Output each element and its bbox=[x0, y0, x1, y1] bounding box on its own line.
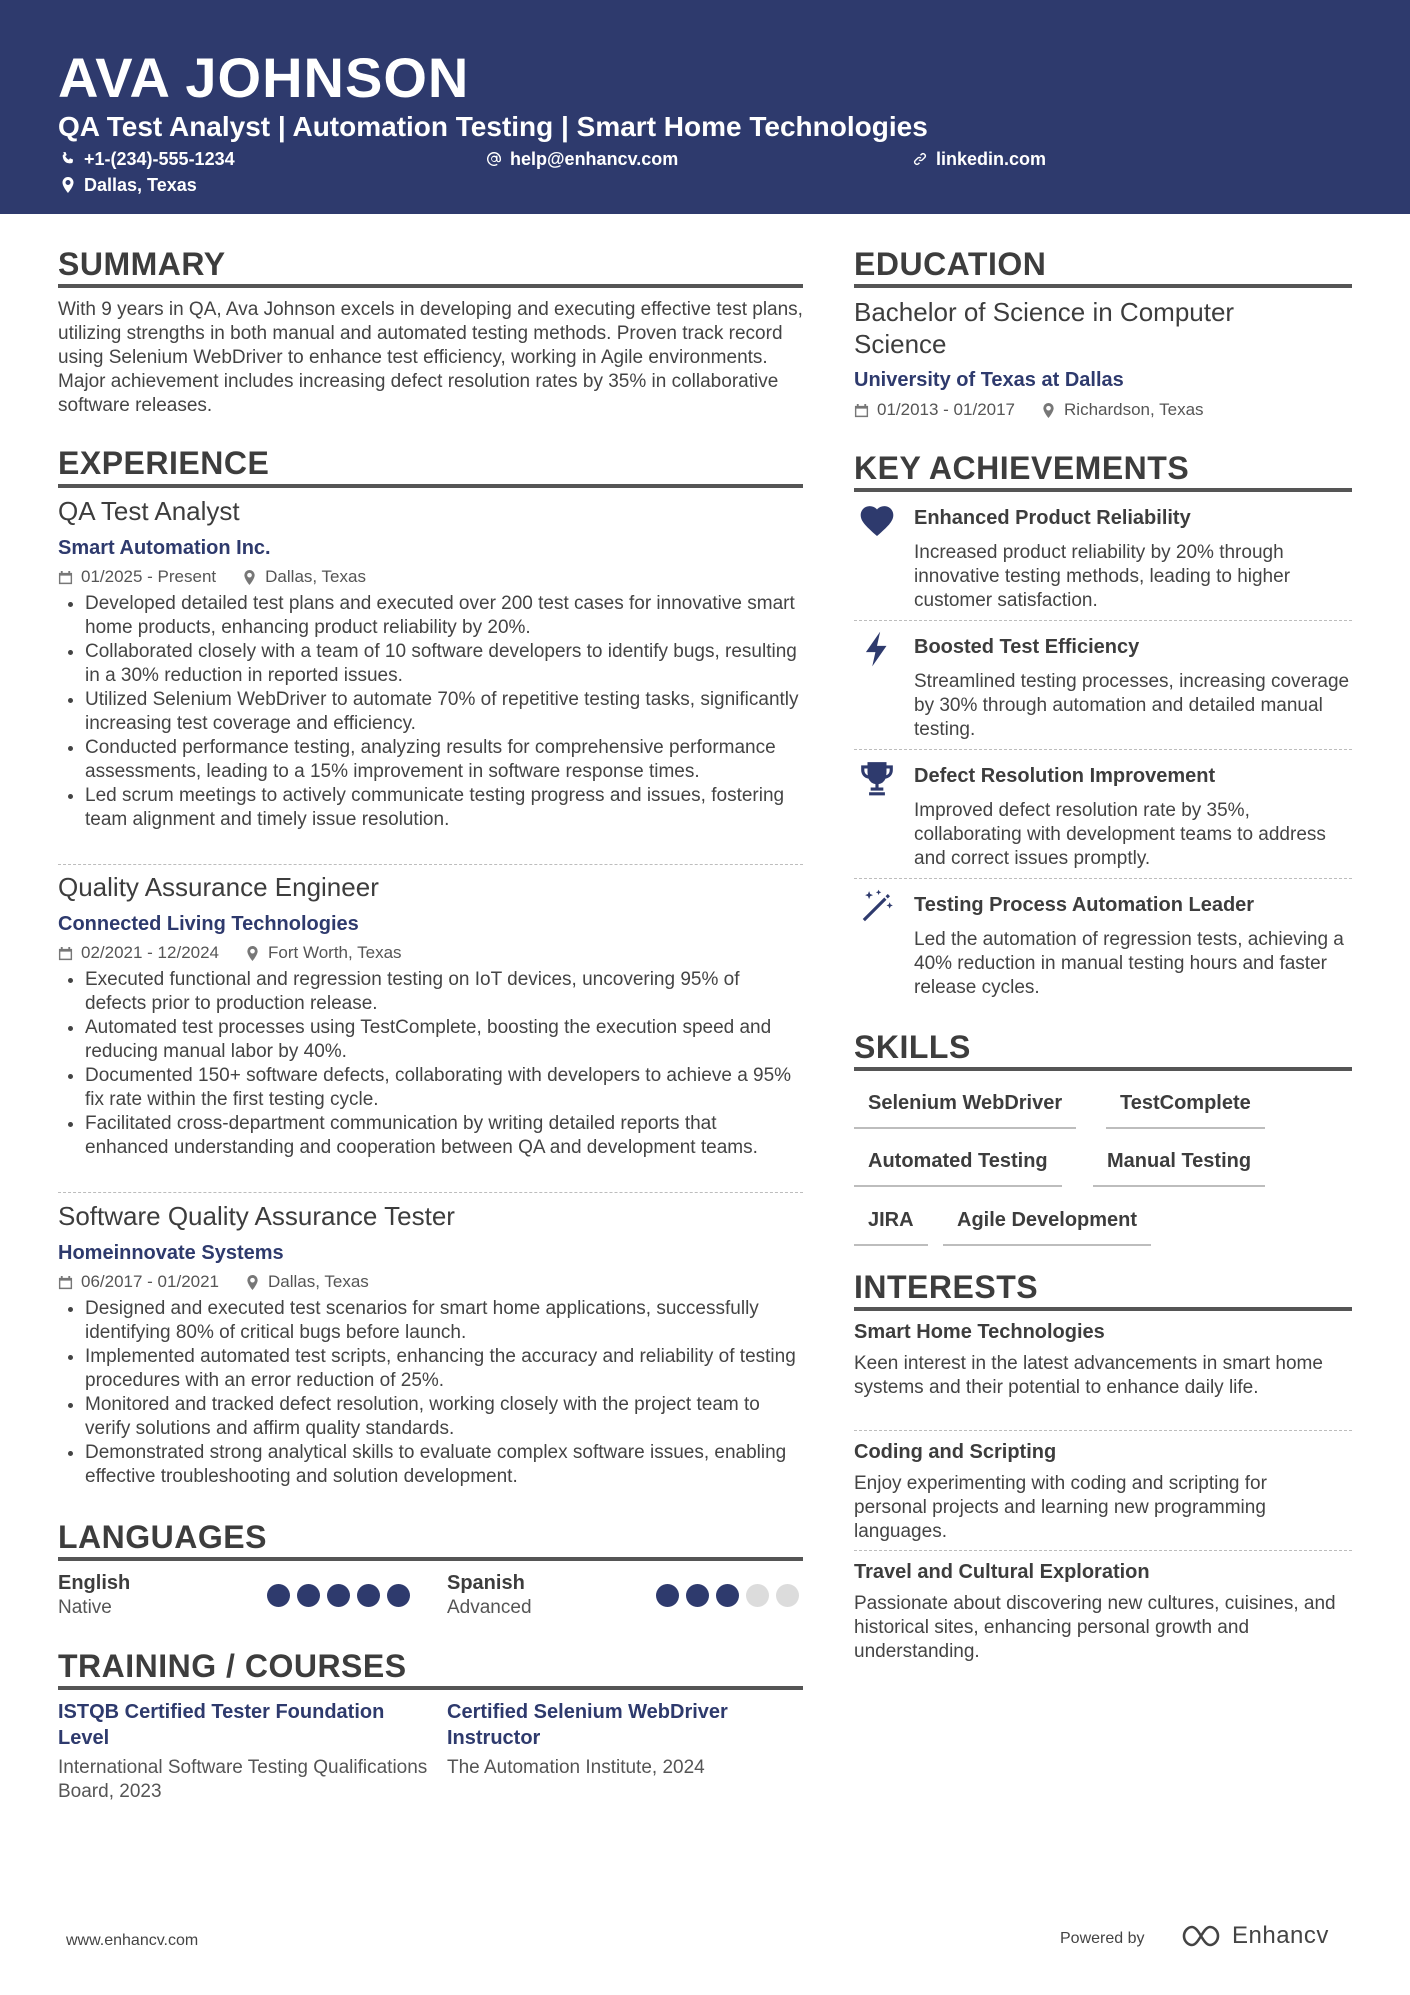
job-location bbox=[245, 1271, 369, 1293]
divider bbox=[854, 1430, 1352, 1431]
job-meta bbox=[58, 1271, 803, 1293]
phone-icon bbox=[60, 151, 76, 167]
job-company: Smart Automation Inc. bbox=[58, 537, 271, 559]
trophy-icon bbox=[856, 757, 898, 799]
job-location-text: Dallas, Texas bbox=[268, 1272, 369, 1291]
contact-phone[interactable] bbox=[60, 148, 235, 170]
language-level: Advanced bbox=[447, 1597, 532, 1618]
resume-header bbox=[0, 0, 1410, 214]
languages-rule bbox=[58, 1557, 803, 1561]
job-role: QA Test Analyst bbox=[58, 496, 240, 526]
summary-text: With 9 years in QA, Ava Johnson excels in developing and executing effective test plans, utilizing strengths in both manual and automated testing methods. Proven track record using Selenium WebDriver to enhance test efficiency, working in Agile environments. Major achievement includes increasing defect resolution rates by 35% in collaborative software releases. bbox=[58, 299, 803, 416]
achievement-title: Boosted Test Efficiency bbox=[914, 636, 1140, 658]
achievement-title: Defect Resolution Improvement bbox=[914, 765, 1216, 787]
divider bbox=[854, 749, 1352, 750]
job-bullets bbox=[58, 968, 803, 1160]
language-name: Spanish bbox=[447, 1572, 525, 1594]
bolt-icon bbox=[856, 628, 898, 670]
education-rule bbox=[854, 284, 1352, 288]
divider bbox=[58, 864, 803, 865]
list-item: • Developed detailed test plans and executed over 200 test cases for innovative smart home products, enhancing product reliability by 20%. bbox=[85, 592, 803, 640]
linkedin-text: linkedin.com bbox=[936, 149, 1047, 169]
achievements-rule bbox=[854, 488, 1352, 492]
job-role: Software Quality Assurance Tester bbox=[58, 1201, 455, 1231]
list-item: • Demonstrated strong analytical skills to evaluate complex software issues, enabling effective troubleshooting and solution development. bbox=[85, 1441, 803, 1489]
education-meta bbox=[854, 399, 1352, 421]
rating-dot-filled bbox=[656, 1584, 679, 1607]
job-location bbox=[245, 942, 402, 964]
rating-dot-filled bbox=[327, 1584, 350, 1607]
language-rating bbox=[656, 1584, 806, 1607]
training-title: TRAINING / COURSES bbox=[58, 1648, 407, 1684]
divider bbox=[854, 878, 1352, 879]
rating-dot-filled bbox=[686, 1584, 709, 1607]
skill-tag: JIRA bbox=[854, 1208, 928, 1246]
summary-rule bbox=[58, 284, 803, 288]
achievement-desc: Improved defect resolution rate by 35%, collaborating with development teams to address and correct issues promptly. bbox=[914, 800, 1326, 869]
enhancv-logo-text: Enhancv bbox=[1232, 1922, 1329, 1949]
job-location-text: Fort Worth, Texas bbox=[268, 943, 402, 962]
job-bullets bbox=[58, 592, 803, 832]
at-sign-icon bbox=[486, 151, 502, 167]
candidate-name: AVA JOHNSON bbox=[58, 46, 470, 109]
experience-title: EXPERIENCE bbox=[58, 445, 270, 481]
language-rating bbox=[267, 1584, 417, 1607]
job-bullets bbox=[58, 1297, 803, 1489]
calendar-icon bbox=[58, 1275, 73, 1290]
calendar-icon bbox=[58, 946, 73, 961]
link-icon bbox=[912, 151, 928, 167]
list-item: • Monitored and tracked defect resolution, working closely with the project team to verify solutions and affirm quality standards. bbox=[85, 1393, 803, 1441]
achievements-title: KEY ACHIEVEMENTS bbox=[854, 450, 1190, 486]
list-item: • Conducted performance testing, analyzing results for comprehensive performance assessments, leading to a 15% improvement in software response times. bbox=[85, 736, 803, 784]
divider bbox=[854, 1550, 1352, 1551]
course-provider: International Software Testing Qualifications Board, 2023 bbox=[58, 1757, 428, 1802]
calendar-icon bbox=[854, 403, 869, 418]
achievement-desc: Streamlined testing processes, increasing coverage by 30% through automation and detailed manual testing. bbox=[914, 671, 1350, 740]
phone-text: +1-(234)-555-1234 bbox=[84, 149, 235, 169]
job-location bbox=[242, 566, 366, 588]
contact-location bbox=[60, 174, 197, 196]
job-location-text: Dallas, Texas bbox=[265, 567, 366, 586]
list-item: • Automated test processes using TestComplete, boosting the execution speed and reducing manual labor by 40%. bbox=[85, 1016, 803, 1064]
job-company: Homeinnovate Systems bbox=[58, 1242, 284, 1264]
magic-wand-icon bbox=[856, 886, 898, 928]
achievement-title: Enhanced Product Reliability bbox=[914, 507, 1191, 529]
education-dates: 01/2013 - 01/2017 bbox=[877, 400, 1016, 419]
list-item: • Documented 150+ software defects, collaborating with developers to achieve a 95% fix rate within the first testing cycle. bbox=[85, 1064, 803, 1112]
rating-dot-filled bbox=[387, 1584, 410, 1607]
education-school: University of Texas at Dallas bbox=[854, 369, 1124, 391]
candidate-headline: QA Test Analyst | Automation Testing | Smart Home Technologies bbox=[58, 111, 928, 142]
job-meta bbox=[58, 566, 803, 588]
skill-tag: Automated Testing bbox=[854, 1149, 1062, 1187]
education-title: EDUCATION bbox=[854, 246, 1047, 282]
languages-title: LANGUAGES bbox=[58, 1519, 267, 1555]
language-name: English bbox=[58, 1572, 131, 1594]
education-location-text: Richardson, Texas bbox=[1064, 400, 1204, 419]
achievement-desc: Increased product reliability by 20% through innovative testing methods, leading to higher customer satisfaction. bbox=[914, 542, 1291, 611]
interests-title: INTERESTS bbox=[854, 1269, 1039, 1305]
interest-title: Travel and Cultural Exploration bbox=[854, 1561, 1150, 1583]
enhancv-logo-icon bbox=[1180, 1922, 1226, 1950]
language-level: Native bbox=[58, 1597, 112, 1618]
rating-dot-filled bbox=[716, 1584, 739, 1607]
location-pin-icon bbox=[1041, 403, 1056, 418]
interest-desc: Enjoy experimenting with coding and scripting for personal projects and learning new programming languages. bbox=[854, 1473, 1267, 1542]
course-provider: The Automation Institute, 2024 bbox=[447, 1757, 705, 1778]
job-dates: 02/2021 - 12/2024 bbox=[81, 943, 220, 962]
interests-rule bbox=[854, 1307, 1352, 1311]
achievement-title: Testing Process Automation Leader bbox=[914, 894, 1255, 916]
location-pin-icon bbox=[245, 1275, 260, 1290]
rating-dot-empty bbox=[776, 1584, 799, 1607]
email-text: help@enhancv.com bbox=[510, 149, 679, 169]
footer-url[interactable]: www.enhancv.com bbox=[66, 1932, 199, 1949]
list-item: • Designed and executed test scenarios for smart home applications, successfully identifying 80% of critical bugs before launch. bbox=[85, 1297, 803, 1345]
summary-title: SUMMARY bbox=[58, 246, 226, 282]
list-item: • Facilitated cross-department communication by writing detailed reports that enhanced understanding and cooperation between QA and development teams. bbox=[85, 1112, 803, 1160]
list-item: • Executed functional and regression testing on IoT devices, uncovering 95% of defects prior to production release. bbox=[85, 968, 803, 1016]
location-pin-icon bbox=[242, 570, 257, 585]
job-company: Connected Living Technologies bbox=[58, 913, 359, 935]
enhancv-logo[interactable] bbox=[1180, 1922, 1329, 1950]
list-item: • Implemented automated test scripts, enhancing the accuracy and reliability of testing procedures with an error reduction of 25%. bbox=[85, 1345, 803, 1393]
achievement-desc: Led the automation of regression tests, achieving a 40% reduction in manual testing hours and faster release cycles. bbox=[914, 929, 1344, 998]
list-item: • Led scrum meetings to actively communicate testing progress and issues, fostering team alignment and timely issue resolution. bbox=[85, 784, 803, 832]
interest-desc: Keen interest in the latest advancements in smart home systems and their potential to enhance daily life. bbox=[854, 1353, 1323, 1398]
list-item: • Collaborated closely with a team of 10 software developers to identify bugs, resulting in a 30% reduction in reported issues. bbox=[85, 640, 803, 688]
interest-title: Coding and Scripting bbox=[854, 1441, 1057, 1463]
training-rule bbox=[58, 1686, 803, 1690]
rating-dot-filled bbox=[267, 1584, 290, 1607]
skill-tag: Manual Testing bbox=[1093, 1149, 1265, 1187]
interest-title: Smart Home Technologies bbox=[854, 1321, 1105, 1343]
course-title: Certified Selenium WebDriver Instructor bbox=[447, 1701, 728, 1749]
powered-by-label: Powered by bbox=[1060, 1930, 1145, 1947]
location-text: Dallas, Texas bbox=[84, 175, 197, 195]
skill-tag: Selenium WebDriver bbox=[854, 1091, 1076, 1129]
education-location bbox=[1041, 399, 1204, 421]
skill-tag: TestComplete bbox=[1106, 1091, 1265, 1129]
skill-tag: Agile Development bbox=[943, 1208, 1151, 1246]
heart-icon bbox=[856, 500, 898, 542]
job-meta bbox=[58, 942, 803, 964]
job-role: Quality Assurance Engineer bbox=[58, 872, 379, 902]
contact-email[interactable] bbox=[486, 148, 678, 170]
course-title: ISTQB Certified Tester Foundation Level bbox=[58, 1701, 385, 1749]
list-item: • Utilized Selenium WebDriver to automate 70% of repetitive testing tasks, significantly increasing test coverage and efficiency. bbox=[85, 688, 803, 736]
job-dates: 01/2025 - Present bbox=[81, 567, 217, 586]
skills-title: SKILLS bbox=[854, 1029, 971, 1065]
rating-dot-filled bbox=[297, 1584, 320, 1607]
education-degree: Bachelor of Science in Computer Science bbox=[854, 297, 1235, 359]
rating-dot-empty bbox=[746, 1584, 769, 1607]
calendar-icon bbox=[58, 570, 73, 585]
contact-linkedin[interactable] bbox=[912, 148, 1046, 170]
location-pin-icon bbox=[60, 177, 76, 193]
experience-rule bbox=[58, 484, 803, 488]
skills-rule bbox=[854, 1067, 1352, 1071]
rating-dot-filled bbox=[357, 1584, 380, 1607]
location-pin-icon bbox=[245, 946, 260, 961]
divider bbox=[854, 620, 1352, 621]
interest-desc: Passionate about discovering new cultures, cuisines, and historical sites, enhancing personal growth and understanding. bbox=[854, 1593, 1336, 1662]
divider bbox=[58, 1192, 803, 1193]
job-dates: 06/2017 - 01/2021 bbox=[81, 1272, 220, 1291]
